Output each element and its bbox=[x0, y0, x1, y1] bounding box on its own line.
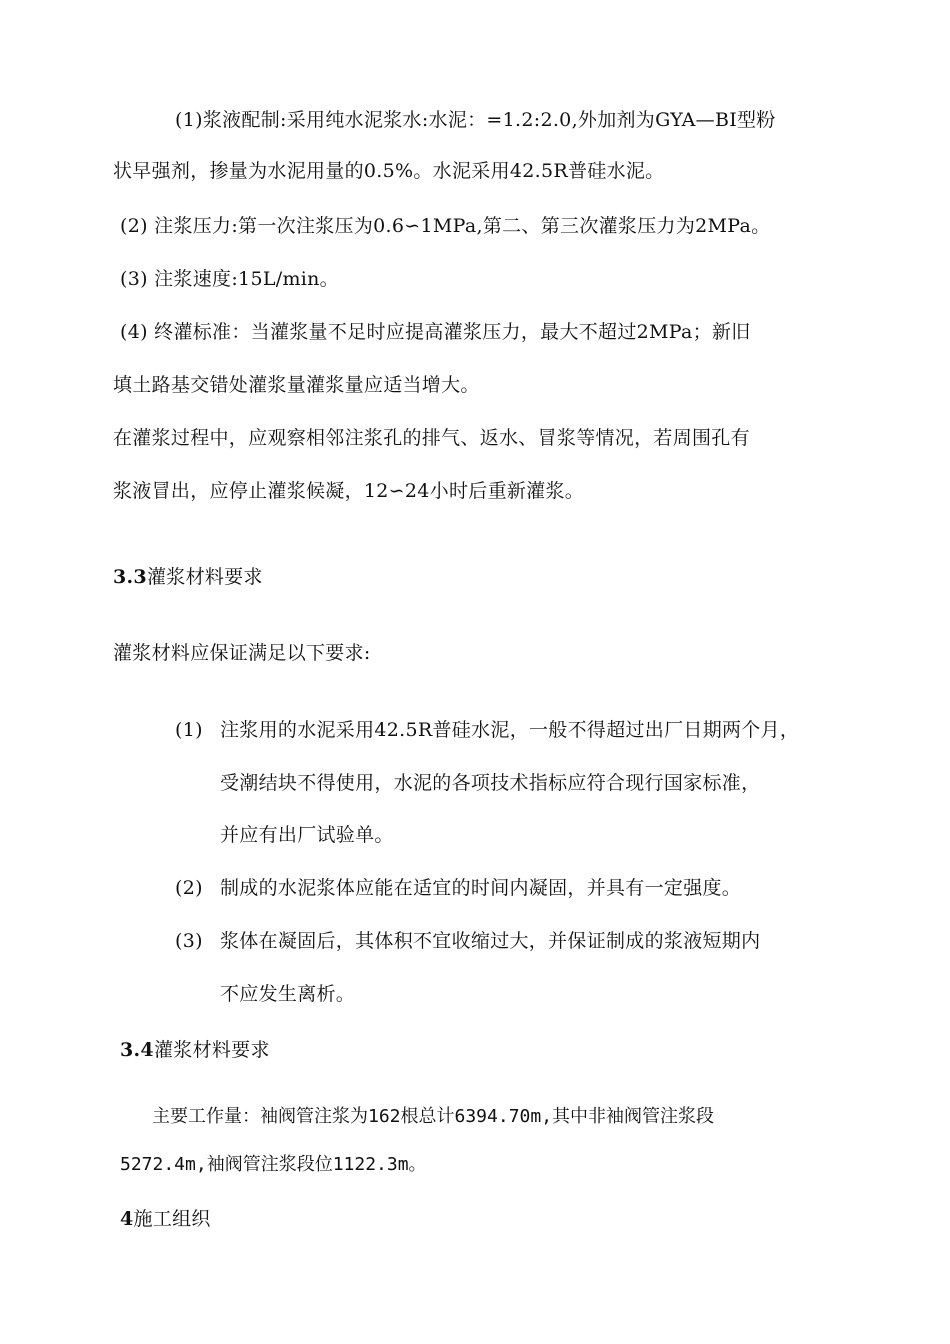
workload-line-2: 5272.4m,袖阀管注浆段位1122.3m。 bbox=[120, 1154, 427, 1175]
list-item-2-line-1: 制成的水泥浆体应能在适宜的时间内凝固，并具有一定强度。 bbox=[220, 877, 742, 899]
section-3-4-title: 灌浆材料要求 bbox=[153, 1039, 270, 1061]
section-4-number: 4 bbox=[120, 1208, 134, 1230]
list-item-1-line-1: 注浆用的水泥采用42.5R普硅水泥，一般不得超过出厂日期两个月， bbox=[220, 719, 800, 741]
section-3-3-number: 3.3 bbox=[113, 566, 147, 588]
list-item-3-line-1: 浆体在凝固后，其体积不宜收缩过大，并保证制成的浆液短期内 bbox=[220, 930, 761, 952]
section-3-3-intro: 灌浆材料应保证满足以下要求: bbox=[113, 642, 371, 664]
grout-mix-line-2: 状早强剂，掺量为水泥用量的0.5%。水泥采用42.5R普硅水泥。 bbox=[113, 160, 665, 182]
section-3-3-title: 灌浆材料要求 bbox=[146, 566, 263, 588]
grouting-process-line-1: 在灌浆过程中，应观察相邻注浆孔的排气、返水、冒浆等情况，若周围孔有 bbox=[113, 427, 750, 449]
section-4-title: 施工组织 bbox=[133, 1208, 211, 1230]
list-marker-3: (3) bbox=[175, 930, 203, 952]
grout-mix-line-1: (1)浆液配制:采用纯水泥浆水:水泥：=1.2:2.0,外加剂为GYA—BI型粉 bbox=[175, 109, 776, 131]
final-grout-standard-line-2: 填土路基交错处灌浆量灌浆量应适当增大。 bbox=[113, 374, 480, 396]
list-item-1-line-3: 并应有出厂试验单。 bbox=[220, 824, 394, 846]
final-grout-standard-line-1: (4) 终灌标准：当灌浆量不足时应提高灌浆压力，最大不超过2MPa；新旧 bbox=[120, 321, 751, 343]
section-3-4-number: 3.4 bbox=[120, 1039, 154, 1061]
grout-pressure-line: (2) 注浆压力:第一次注浆压为0.6∽1MPa,第二、第三次灌浆压力为2MPa。 bbox=[120, 215, 771, 237]
list-item-1-line-2: 受潮结块不得使用，水泥的各项技术指标应符合现行国家标准， bbox=[220, 772, 761, 794]
section-4-heading bbox=[120, 1206, 211, 1232]
workload-line-1: 主要工作量：袖阀管注浆为162根总计6394.70m,其中非袖阀管注浆段 bbox=[152, 1106, 715, 1127]
section-3-4-heading bbox=[120, 1037, 270, 1063]
section-3-3-heading bbox=[113, 564, 263, 590]
grout-speed-line: (3) 注浆速度:15L/min。 bbox=[120, 268, 339, 290]
list-item-3-line-2: 不应发生离析。 bbox=[220, 983, 356, 1005]
grouting-process-line-2: 浆液冒出，应停止灌浆候凝，12∽24小时后重新灌浆。 bbox=[113, 480, 585, 502]
list-marker-1: (1) bbox=[175, 719, 203, 741]
list-marker-2: (2) bbox=[175, 877, 203, 899]
